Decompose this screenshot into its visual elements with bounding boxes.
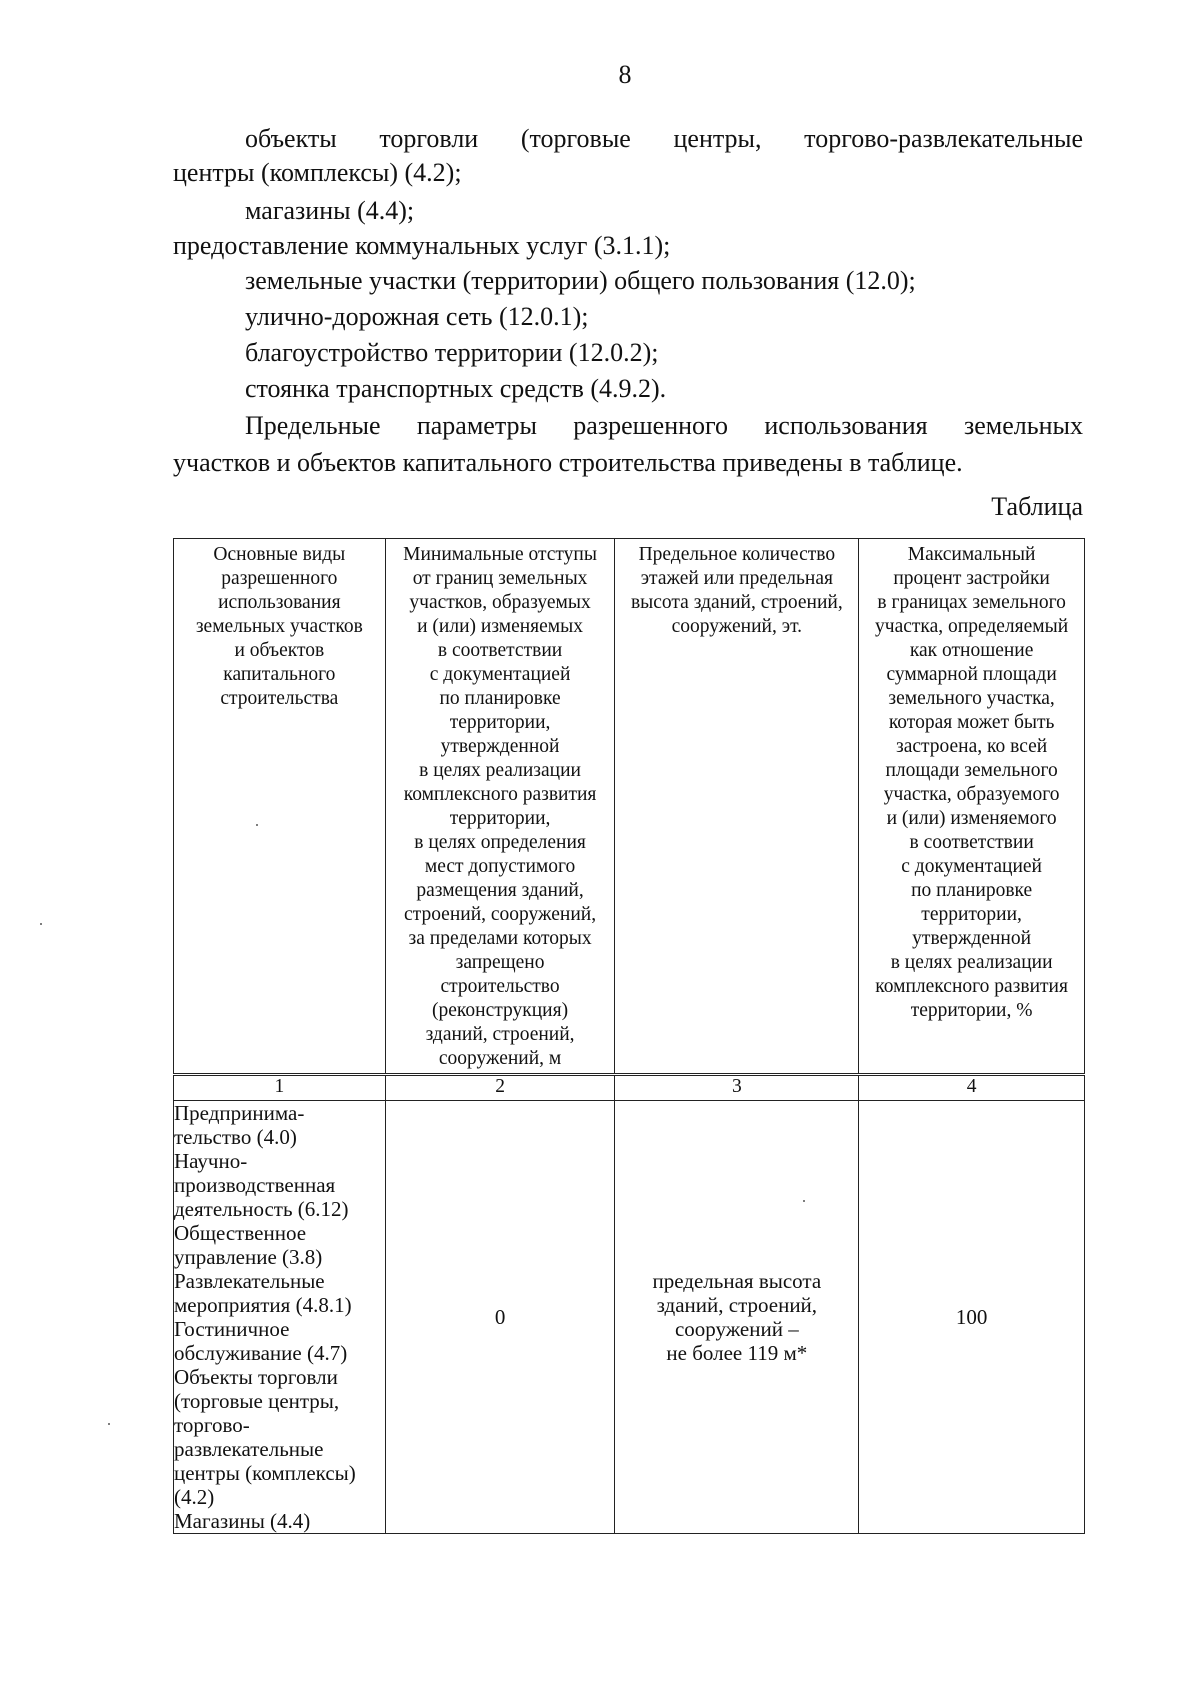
paragraph-parameters-line2: участков и объектов капитального строительства приведены в таблице.	[173, 448, 963, 477]
cell-coverage-value: 100	[859, 1101, 1085, 1534]
page-number: 8	[618, 60, 632, 89]
parameters-table	[173, 538, 1085, 1534]
paragraph-utilities: предоставление коммунальных услуг (3.1.1);	[173, 231, 671, 260]
header-min-setbacks: Минимальные отступы от границ земельных участков, образуемых и (или) изменяемых в соответствии с документацией по планировке территории, утвержденной в целях реализации комплексного развития территории, в целях определения мест допустимого размещения зданий, строений, сооружений, за пределами которых запрещено строительство (реконструкция) зданий, строений, сооружений, м	[385, 539, 615, 1075]
column-number-row	[174, 1075, 1085, 1101]
paragraph-road-network: улично-дорожная сеть (12.0.1);	[245, 302, 589, 331]
cell-land-uses: Предпринима- тельство (4.0) Научно- производственная деятельность (6.12) Общественное управление (3.8) Развлекательные мероприятия (4.8.1) Гостиничное обслуживание (4.7) Объекты торговли (торговые центры, торгово- развлекательные центры (комплексы) (4.2) Магазины (4.4)	[174, 1101, 386, 1534]
paragraph-public-land: земельные участки (территории) общего пользования (12.0);	[245, 266, 916, 295]
table-caption: Таблица	[991, 492, 1083, 521]
scan-speck	[256, 824, 258, 826]
column-number-3: 3	[615, 1075, 859, 1101]
scan-speck	[803, 1200, 805, 1202]
header-land-use-types: Основные виды разрешенного использования земельных участков и объектов капитального строительства	[174, 539, 386, 1075]
header-max-coverage: Максимальный процент застройки в границах земельного участка, определяемый как отношение суммарной площади земельного участка, которая может быть застроена, ко всей площади земельного участка, образуемого и (или) изменяемого в соответствии с документацией по планировке территории, утвержденной в целях реализации комплексного развития территории, %	[859, 539, 1085, 1075]
paragraph-retail-objects-line1: объекты торговли (торговые центры, торгово-развлекательные	[245, 124, 1083, 153]
scan-speck	[40, 923, 42, 925]
table-row	[174, 1101, 1085, 1534]
scan-speck	[108, 1423, 110, 1425]
table-header-row	[174, 539, 1085, 1075]
column-number-4: 4	[859, 1075, 1085, 1101]
paragraph-retail-objects-line2: центры (комплексы) (4.2);	[173, 158, 462, 187]
cell-setback-value: 0	[385, 1101, 615, 1534]
paragraph-landscaping: благоустройство территории (12.0.2);	[245, 338, 659, 367]
cell-height-limit: предельная высота зданий, строений, сооружений – не более 119 м*	[615, 1101, 859, 1534]
paragraph-shops: магазины (4.4);	[245, 196, 415, 225]
paragraph-parameters-line1: Предельные параметры разрешенного использования земельных	[245, 411, 1083, 440]
column-number-1: 1	[174, 1075, 386, 1101]
paragraph-parking: стоянка транспортных средств (4.9.2).	[245, 374, 667, 403]
header-max-floors: Предельное количество этажей или предельная высота зданий, строений, сооружений, эт.	[615, 539, 859, 1075]
column-number-2: 2	[385, 1075, 615, 1101]
